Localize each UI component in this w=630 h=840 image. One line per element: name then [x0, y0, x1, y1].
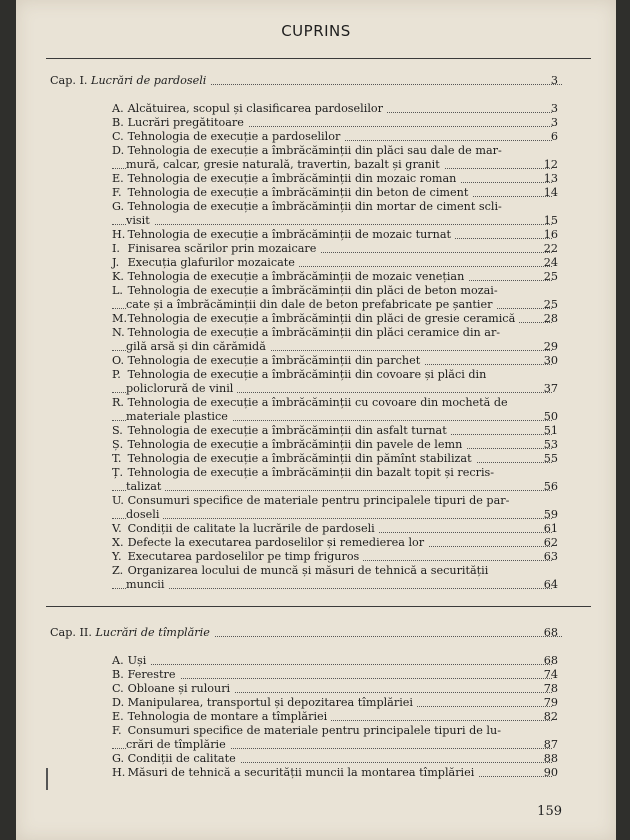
toc-entry — [112, 522, 552, 536]
entry-page: 59 — [543, 508, 558, 521]
entry-page: 30 — [543, 354, 558, 367]
entry-text: C. Obloane și rulouri — [112, 682, 234, 695]
entry-text: X. Defecte la executarea pardoselilor și remedierea lor — [112, 536, 428, 549]
toc-entry — [112, 682, 552, 696]
entry-text: V. Condiții de calitate la lucrările de pardoseli — [112, 522, 379, 535]
entry-line — [112, 186, 552, 200]
entry-text: Ș. Tehnologia de execuție a îmbrăcăminții din pavele de lemn — [112, 438, 466, 451]
toc-entry — [112, 452, 552, 466]
entry-line — [112, 766, 552, 780]
entry-letter: D. — [112, 696, 125, 709]
entry-line — [112, 242, 552, 256]
entry-letter: B. — [112, 116, 124, 129]
toc-entry — [112, 494, 552, 522]
entry-page: 82 — [543, 710, 558, 723]
entry-text: policlorură de vinil — [126, 382, 237, 395]
entry-text: Ț. Tehnologia de execuție a îmbrăcăminții din bazalt topit și recris- — [112, 466, 498, 479]
entry-line — [112, 270, 552, 284]
chapter-rule — [46, 606, 591, 607]
entry-line — [112, 214, 552, 228]
entry-text: R. Tehnologia de execuție a îmbrăcăminții cu covoare din mochetă de — [112, 396, 512, 409]
leader-dots — [112, 664, 552, 665]
entry-text: L. Tehnologia de execuție a îmbrăcăminții din plăci de beton mozai- — [112, 284, 502, 297]
leader-dots — [112, 518, 552, 519]
entry-page: 51 — [543, 424, 558, 437]
entry-line — [112, 668, 552, 682]
entry-page: 79 — [543, 696, 558, 709]
entry-text: materiale plastice — [126, 410, 232, 423]
entry-line — [112, 682, 552, 696]
entry-page: 55 — [543, 452, 558, 465]
entry-line — [112, 578, 552, 592]
entry-page: 16 — [543, 228, 558, 241]
entry-line — [112, 256, 552, 270]
entry-page: 13 — [543, 172, 558, 185]
entry-page: 90 — [543, 766, 558, 779]
toc-entry — [112, 256, 552, 270]
entry-line — [112, 368, 552, 382]
entry-page: 22 — [543, 242, 558, 255]
entry-line — [112, 710, 552, 724]
entry-text: G. Condiții de calitate — [112, 752, 240, 765]
toc-entry — [112, 368, 552, 396]
entry-line — [112, 144, 552, 158]
entry-text: U. Consumuri specifice de materiale pentru principalele tipuri de par- — [112, 494, 513, 507]
entry-line — [112, 724, 552, 738]
entry-page: 50 — [543, 410, 558, 423]
entry-text: gilă arsă și din cărămidă — [126, 340, 270, 353]
entry-line — [112, 522, 552, 536]
entry-page: 15 — [543, 214, 558, 227]
leader-dots — [112, 588, 552, 589]
entry-line — [112, 396, 552, 410]
toc-entry — [112, 284, 552, 312]
entry-line — [112, 130, 552, 144]
toc-entry — [112, 242, 552, 256]
entry-letter: M. — [112, 312, 128, 325]
toc-entry — [112, 424, 552, 438]
entry-text: B. Ferestre — [112, 668, 180, 681]
entry-letter: H. — [112, 228, 126, 241]
entry-letter: X. — [112, 536, 124, 549]
entry-line — [112, 508, 552, 522]
entry-text: B. Lucrări pregătitoare — [112, 116, 248, 129]
chapter-line — [50, 626, 562, 640]
entry-letter: O. — [112, 354, 125, 367]
entry-page: 3 — [550, 116, 558, 129]
entry-line — [112, 424, 552, 438]
toc-entry — [112, 536, 552, 550]
entry-page: 64 — [543, 578, 558, 591]
toc-entry — [112, 396, 552, 424]
entry-letter: A. — [112, 102, 124, 115]
entry-line — [112, 550, 552, 564]
toc-entry — [112, 438, 552, 452]
toc-entry — [112, 696, 552, 710]
entry-letter: Ș. — [112, 438, 124, 451]
entry-line — [112, 438, 552, 452]
entry-text: I. Finisarea scărilor prin mozaicare — [112, 242, 320, 255]
leader-dots — [112, 224, 552, 225]
entry-letter: R. — [112, 396, 124, 409]
entry-page: 29 — [543, 340, 558, 353]
toc-entry — [112, 130, 552, 144]
entry-text: doseli — [126, 508, 163, 521]
entry-page: 62 — [543, 536, 558, 549]
entry-letter: L. — [112, 284, 123, 297]
book-page — [16, 0, 616, 840]
entry-line — [112, 228, 552, 242]
entry-letter: D. — [112, 144, 125, 157]
entry-text: J. Execuția glafurilor mozaicate — [112, 256, 299, 269]
toc-entry — [112, 270, 552, 284]
entry-line — [112, 654, 552, 668]
entry-text: A. Alcătuirea, scopul și clasificarea pardoselilor — [112, 102, 387, 115]
chapter-label: Cap. I. — [50, 74, 92, 87]
entry-page: 25 — [543, 298, 558, 311]
entry-page: 3 — [550, 102, 558, 115]
entry-letter: Z. — [112, 564, 124, 577]
entry-letter: G. — [112, 200, 125, 213]
entry-page: 12 — [543, 158, 558, 171]
toc-entry — [112, 724, 552, 752]
entry-text: A. Uși — [112, 654, 150, 667]
entry-text: mură, calcar, gresie naturală, travertin, bazalt și granit — [126, 158, 444, 171]
entry-letter: B. — [112, 668, 124, 681]
toc-entry — [112, 116, 552, 130]
chapter-title: Lucrări de tîmplărie — [95, 626, 210, 639]
entry-page: 78 — [543, 682, 558, 695]
toc-entry — [112, 752, 552, 766]
entry-line — [112, 158, 552, 172]
entry-line — [112, 738, 552, 752]
entry-text: F. Consumuri specifice de materiale pentru principalele tipuri de lu- — [112, 724, 505, 737]
entry-text: H. Măsuri de tehnică a securității muncii la montarea tîmplăriei — [112, 766, 478, 779]
toc-entry — [112, 172, 552, 186]
toc-entry — [112, 466, 552, 494]
entry-line — [112, 480, 552, 494]
entry-page: 61 — [543, 522, 558, 535]
entry-page: 74 — [543, 668, 558, 681]
entry-text: D. Tehnologia de execuție a îmbrăcăminții din plăci sau dale de mar- — [112, 144, 506, 157]
entry-page: 87 — [543, 738, 558, 751]
entry-letter: J. — [112, 256, 120, 269]
toc-entry — [112, 654, 552, 668]
toc-entry — [112, 550, 552, 564]
toc-entry — [112, 668, 552, 682]
toc-entry — [112, 326, 552, 354]
entry-letter: K. — [112, 270, 124, 283]
entry-page: 28 — [543, 312, 558, 325]
entry-text: Y. Executarea pardoselilor pe timp friguros — [112, 550, 363, 563]
entry-text: visit — [126, 214, 154, 227]
entry-letter: Ț. — [112, 466, 124, 479]
toc-entry — [112, 564, 552, 592]
entry-letter: N. — [112, 326, 125, 339]
entry-letter: I. — [112, 242, 120, 255]
entry-page: 24 — [543, 256, 558, 269]
entry-letter: U. — [112, 494, 124, 507]
entry-text: H. Tehnologia de execuție a îmbrăcăminții de mozaic turnat — [112, 228, 455, 241]
chapter-page: 68 — [543, 626, 558, 639]
entry-letter: H. — [112, 766, 126, 779]
entry-page: 14 — [543, 186, 558, 199]
entry-line — [112, 326, 552, 340]
entry-text: muncii — [126, 578, 168, 591]
toc-entry — [112, 228, 552, 242]
entry-page: 25 — [543, 270, 558, 283]
toc-entry — [112, 186, 552, 200]
entry-text: G. Tehnologia de execuție a îmbrăcăminții din mortar de ciment scli- — [112, 200, 506, 213]
entry-text: N. Tehnologia de execuție a îmbrăcăminții din plăci ceramice din ar- — [112, 326, 504, 339]
chapter-page: 3 — [550, 74, 558, 87]
entry-line — [112, 494, 552, 508]
page-number: 159 — [537, 804, 562, 819]
entry-text: D. Manipularea, transportul și depozitarea tîmplăriei — [112, 696, 417, 709]
entry-text: cate și a îmbrăcăminții din dale de beton prefabricate pe șantier — [126, 298, 496, 311]
entry-text: O. Tehnologia de execuție a îmbrăcăminții din parchet — [112, 354, 424, 367]
entry-line — [112, 102, 552, 116]
entry-line — [112, 116, 552, 130]
entry-line — [112, 284, 552, 298]
page-title: CUPRINS — [281, 22, 351, 40]
entry-letter: C. — [112, 130, 124, 143]
entry-letter: G. — [112, 752, 125, 765]
entry-text: M. Tehnologia de execuție a îmbrăcăminții din plăci de gresie ceramică — [112, 312, 519, 325]
entry-page: 6 — [550, 130, 558, 143]
entry-letter: E. — [112, 710, 124, 723]
entry-line — [112, 340, 552, 354]
chapter-heading — [50, 74, 562, 88]
entry-text: S. Tehnologia de execuție a îmbrăcăminții din asfalt turnat — [112, 424, 451, 437]
entry-letter: A. — [112, 654, 124, 667]
toc-entry — [112, 102, 552, 116]
entry-line — [112, 466, 552, 480]
entry-text: T. Tehnologia de execuție a îmbrăcăminții din pămînt stabilizat — [112, 452, 476, 465]
entry-letter: F. — [112, 724, 122, 737]
entry-text: E. Tehnologia de montare a tîmplăriei — [112, 710, 331, 723]
entry-page: 63 — [543, 550, 558, 563]
entry-line — [112, 354, 552, 368]
entry-page: 53 — [543, 438, 558, 451]
toc-entry — [112, 200, 552, 228]
entry-text: P. Tehnologia de execuție a îmbrăcăminții din covoare și plăci din — [112, 368, 490, 381]
top-rule — [46, 58, 591, 59]
entry-line — [112, 564, 552, 578]
toc-entry — [112, 144, 552, 172]
entry-line — [112, 410, 552, 424]
entry-line — [112, 200, 552, 214]
chapter-heading — [50, 626, 562, 640]
chapter-title-text — [50, 74, 210, 87]
chapter-title-text — [50, 626, 214, 639]
entry-line — [112, 298, 552, 312]
entry-line — [112, 696, 552, 710]
entry-letter: V. — [112, 522, 122, 535]
entry-letter: P. — [112, 368, 121, 381]
entry-line — [112, 536, 552, 550]
chapter-title: Lucrări de pardoseli — [91, 74, 207, 87]
chapter-label: Cap. II. — [50, 626, 96, 639]
entry-letter: E. — [112, 172, 124, 185]
entry-text: crări de tîmplărie — [126, 738, 230, 751]
entry-letter: S. — [112, 424, 123, 437]
entry-text: talizat — [126, 480, 165, 493]
toc-entry — [112, 312, 552, 326]
entry-letter: C. — [112, 682, 124, 695]
entry-text: C. Tehnologia de execuție a pardoselilor — [112, 130, 344, 143]
margin-mark — [46, 768, 48, 790]
entry-text: E. Tehnologia de execuție a îmbrăcăminții din mozaic roman — [112, 172, 460, 185]
entry-letter: F. — [112, 186, 122, 199]
entry-page: 68 — [543, 654, 558, 667]
entry-page: 56 — [543, 480, 558, 493]
entry-line — [112, 752, 552, 766]
entry-page: 37 — [543, 382, 558, 395]
entry-page: 88 — [543, 752, 558, 765]
toc-entry — [112, 710, 552, 724]
entry-line — [112, 312, 552, 326]
entry-text: Z. Organizarea locului de muncă și măsuri de tehnică a securității — [112, 564, 492, 577]
toc-entry — [112, 766, 552, 780]
entry-text: F. Tehnologia de execuție a îmbrăcăminții din beton de ciment — [112, 186, 472, 199]
entry-line — [112, 452, 552, 466]
entry-line — [112, 172, 552, 186]
entry-line — [112, 382, 552, 396]
chapter-line — [50, 74, 562, 88]
toc-entry — [112, 354, 552, 368]
entry-text: K. Tehnologia de execuție a îmbrăcăminții de mozaic venețian — [112, 270, 468, 283]
entry-letter: T. — [112, 452, 122, 465]
entry-letter: Y. — [112, 550, 122, 563]
leader-dots — [112, 490, 552, 491]
